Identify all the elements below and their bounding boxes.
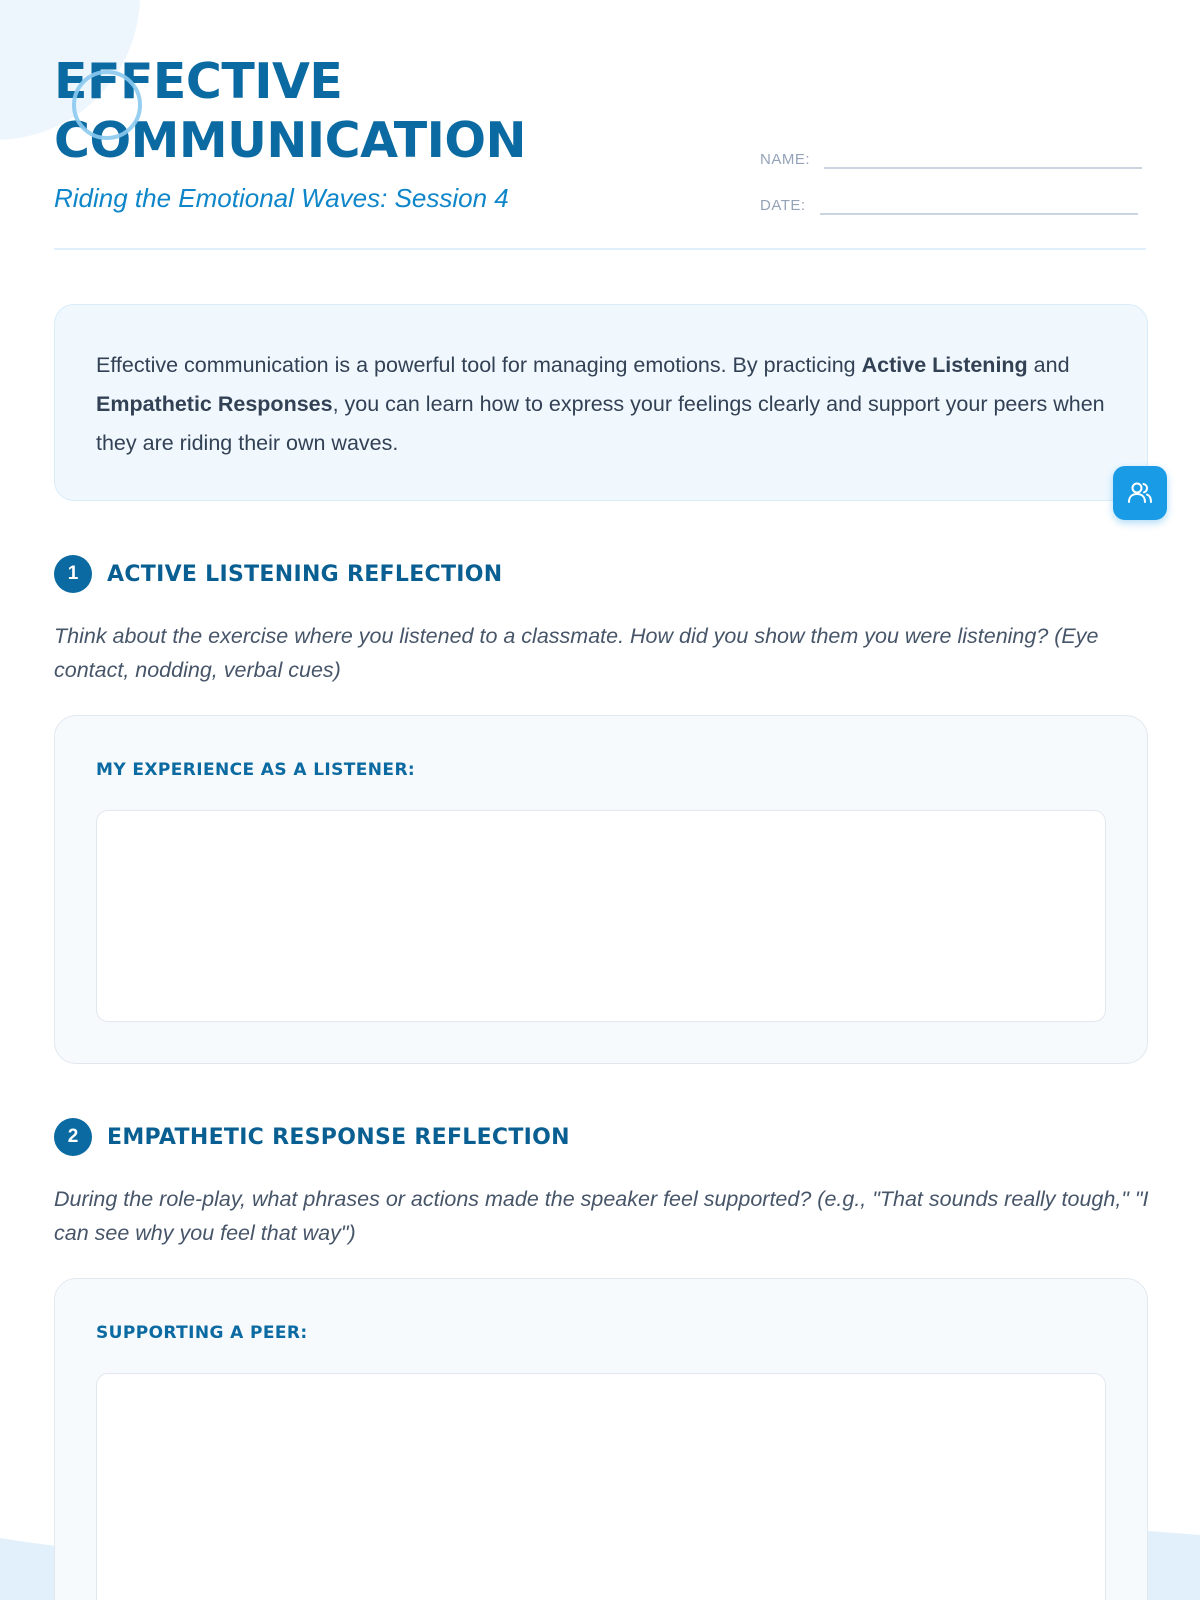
page-title: EFFECTIVE COMMUNICATION [54, 53, 527, 169]
section-1-number: 1 [54, 555, 92, 593]
date-label: DATE: [760, 197, 806, 214]
date-row [760, 186, 1138, 215]
peers-button[interactable] [1113, 466, 1167, 520]
intro-text-1: Effective communication is a powerful tool for managing emotions. By practicing [96, 353, 862, 377]
name-field[interactable] [824, 140, 1142, 169]
date-field[interactable] [820, 186, 1138, 215]
section-2-title: EMPATHETIC RESPONSE REFLECTION [107, 1124, 570, 1150]
intro-text-3: , you can learn how to express your feelings clearly and support your peers when they are riding their own waves. [96, 392, 1105, 455]
page-subtitle: Riding the Emotional Waves: Session 4 [54, 183, 509, 213]
worksheet-header [54, 0, 1146, 250]
section-1-card-label: MY EXPERIENCE AS A LISTENER: [96, 760, 416, 780]
section-1-prompt: Think about the exercise where you listened to a classmate. How did you show them you were listening? (Eye contact, nodding, verbal cues) [54, 624, 1099, 682]
intro-text-2: and [1027, 353, 1070, 377]
section-2-number: 2 [54, 1118, 92, 1156]
section-2-card [54, 1278, 1148, 1600]
users-icon [1126, 479, 1154, 507]
intro-bold-empathetic-responses: Empathetic Responses [96, 392, 333, 416]
logo-icon [70, 68, 144, 142]
listener-answer-box[interactable] [96, 810, 1106, 1022]
section-1-card [54, 715, 1148, 1064]
intro-bold-active-listening: Active Listening [861, 353, 1028, 377]
intro-box [54, 304, 1148, 501]
peer-support-answer-box[interactable] [96, 1373, 1106, 1600]
section-2-heading [54, 1118, 570, 1156]
name-label: NAME: [760, 151, 811, 168]
section-1-heading [54, 555, 503, 593]
section-2-prompt: During the role-play, what phrases or actions made the speaker feel supported? (e.g., "That sounds really tough," "I can see why you feel that way") [54, 1187, 1149, 1245]
section-2-card-label: SUPPORTING A PEER: [96, 1323, 308, 1343]
section-1-title: ACTIVE LISTENING REFLECTION [107, 561, 503, 587]
name-row [760, 140, 1142, 169]
